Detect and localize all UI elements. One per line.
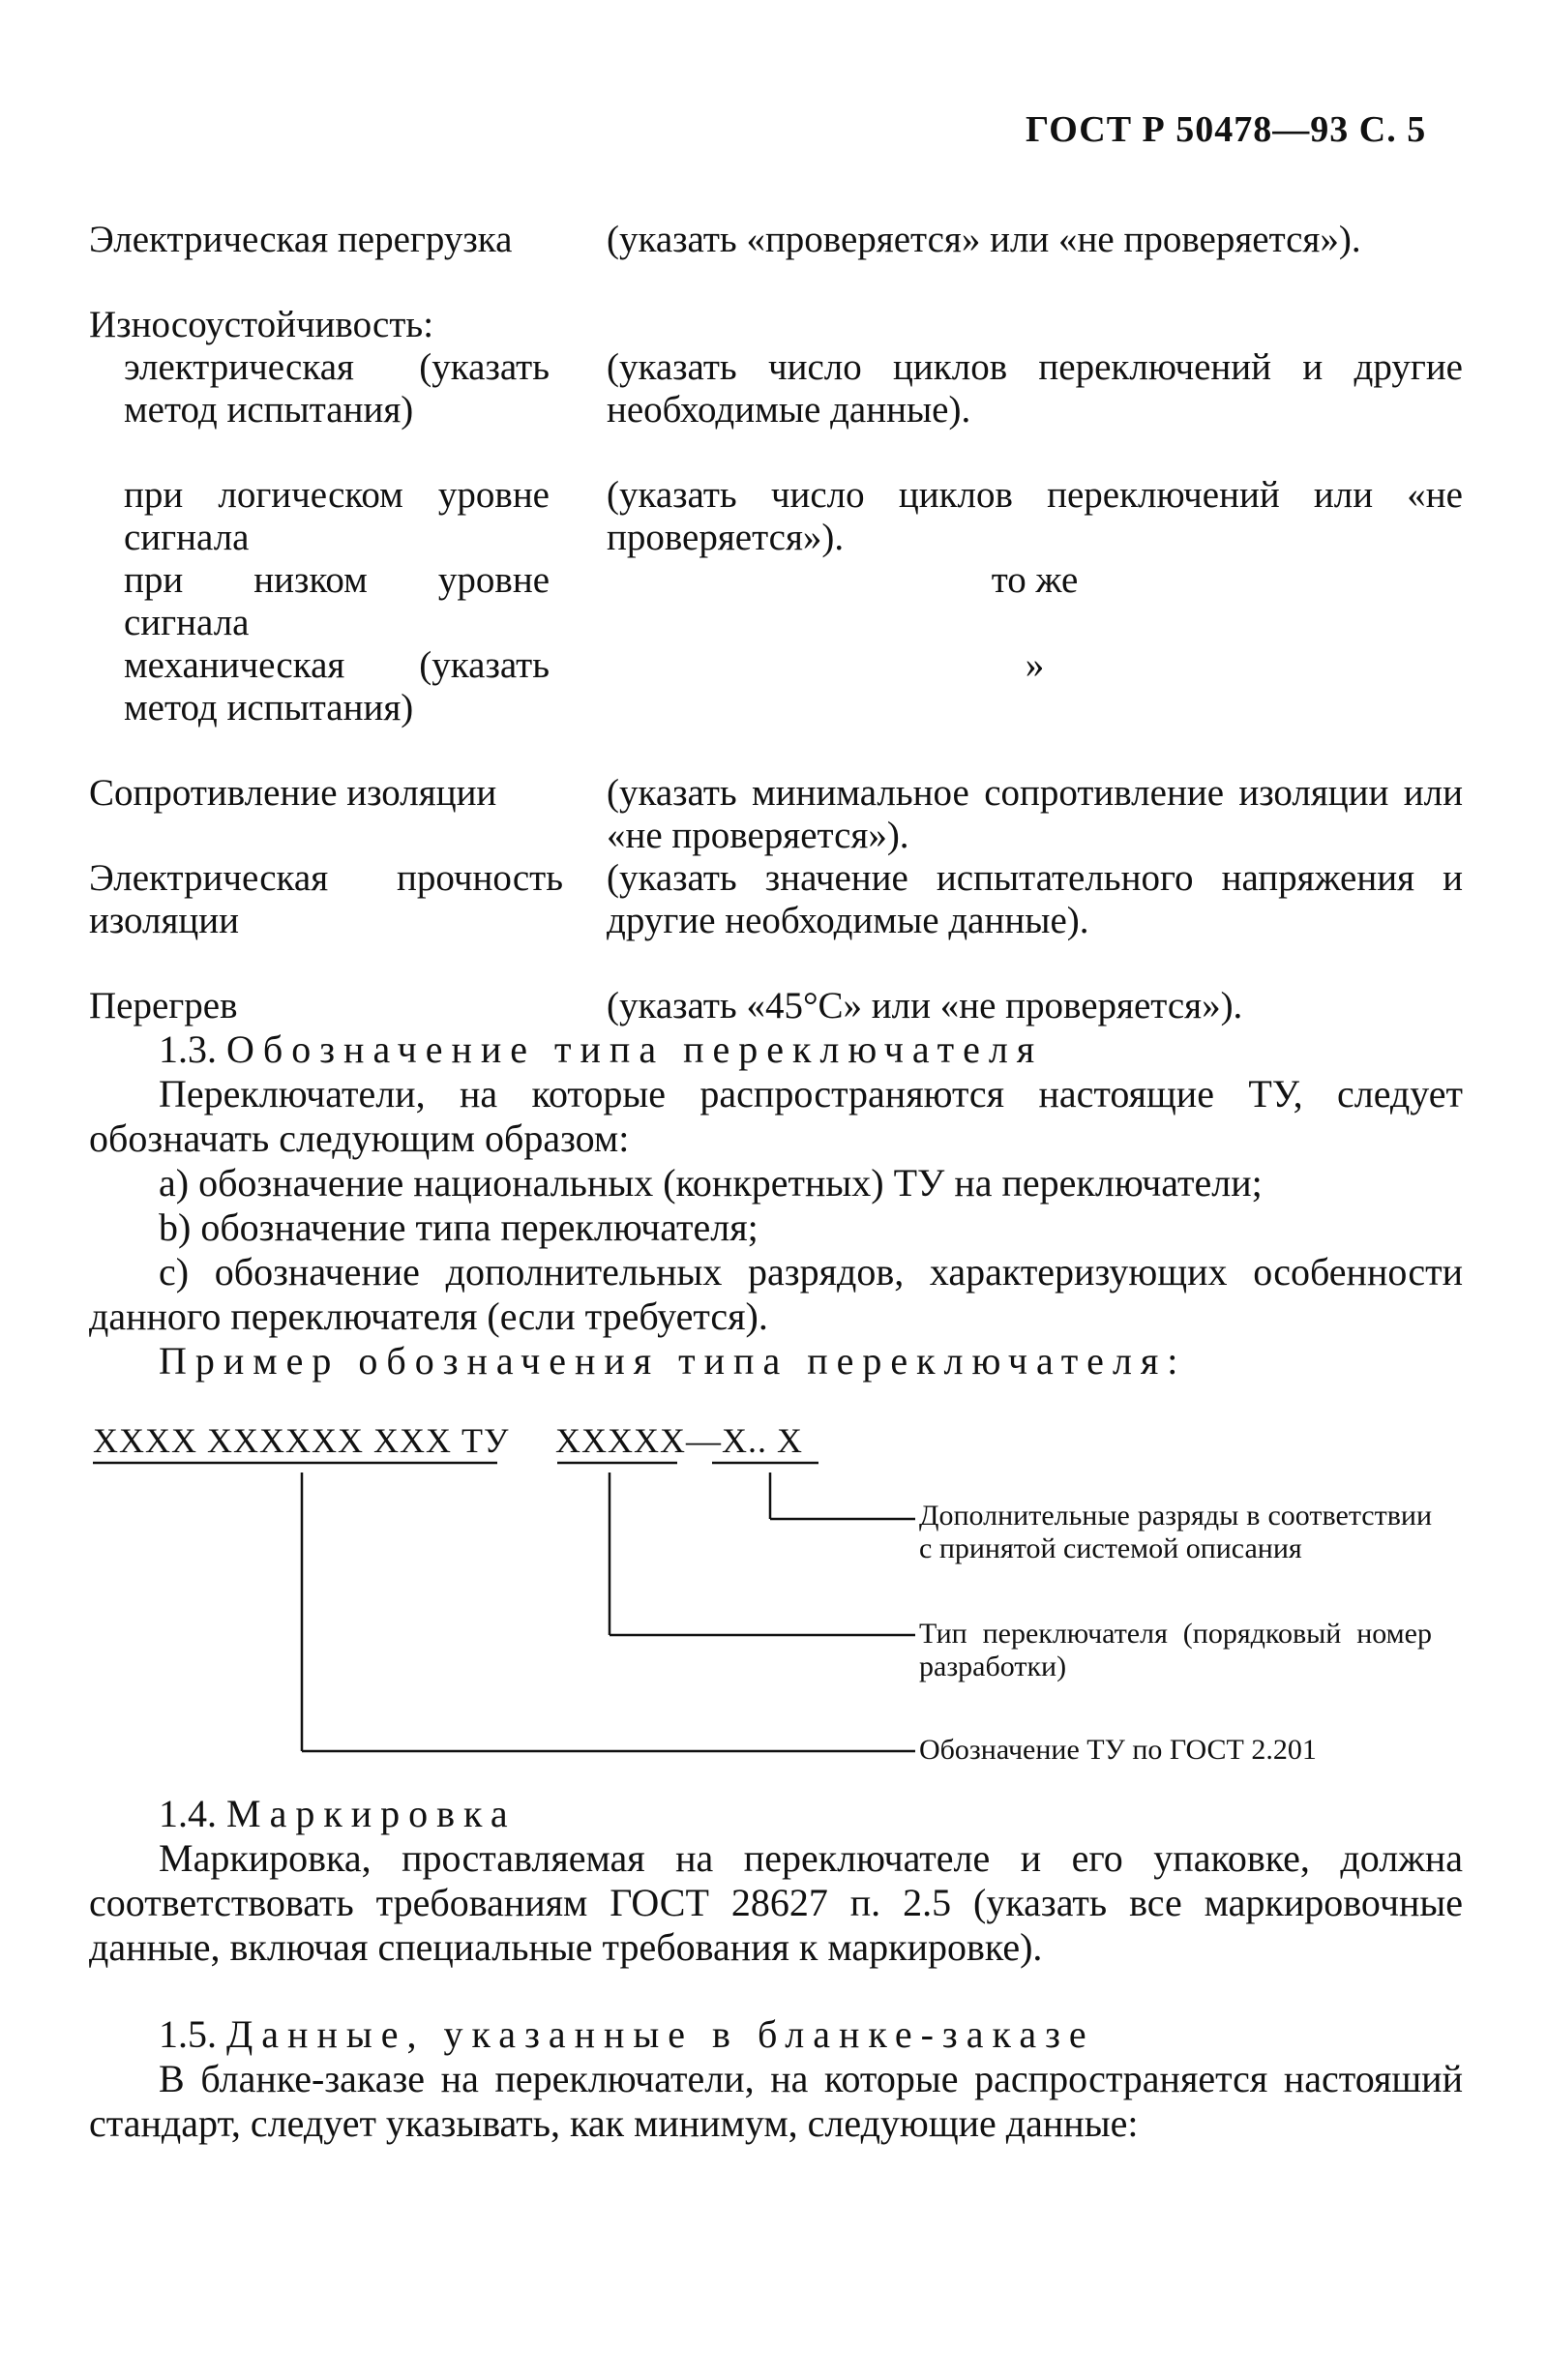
- spec-row-label: механическая (указать метод испытания): [124, 644, 550, 729]
- spec-row-label: при логическом уровне сигнала: [124, 474, 550, 558]
- list-item: а) обозначение национальных (конкретных) ТУ на переключатели;: [159, 1161, 1263, 1205]
- spec-row-value: (указать число циклов переключений или «не проверяется»).: [607, 474, 1463, 558]
- spec-row-label: Перегрев: [89, 985, 238, 1026]
- spec-row-label: Электрическая прочность изоляции: [89, 857, 563, 941]
- spec-row-value: (указать минимальное сопротивление изоляции или «не проверяется»).: [607, 772, 1463, 856]
- spec-row-value: »: [1025, 644, 1045, 686]
- spec-row-label: при низком уровне сигнала: [124, 559, 550, 643]
- spec-row-label: Электрическая перегрузка: [89, 219, 513, 260]
- diagram-label-extra-digits: Дополнительные разряды в соответствии с принятой системой описания: [919, 1500, 1432, 1564]
- spec-row-value: то же: [991, 559, 1079, 601]
- paragraph-text: В бланке-заказе на переключатели, на которые распространяется настояший стандарт, следует указывать, как минимум, следующие данные:: [89, 2057, 1463, 2145]
- list-item: с) обозначение дополнительных разрядов, характеризующих особенности данного переключателя (если требуется).: [89, 1250, 1463, 1338]
- page-header: ГОСТ Р 50478—93 С. 5: [1026, 109, 1427, 150]
- section-number: 1.5.: [159, 2012, 217, 2056]
- section-number: 1.3.: [159, 1027, 217, 1071]
- section-title: Обозначение типа переключателя: [226, 1027, 1044, 1071]
- diagram-label-switch-type: Тип переключателя (порядковый номер разработки): [919, 1618, 1432, 1682]
- section-number: 1.4.: [159, 1792, 217, 1835]
- spec-row-value: (указать значение испытательного напряжения и другие необходимые данные).: [607, 857, 1463, 941]
- spec-row-label: Износоустойчивость:: [89, 304, 434, 345]
- list-item: b) обозначение типа переключателя;: [159, 1205, 759, 1249]
- spec-row-label: электрическая (указать метод испытания): [124, 346, 550, 431]
- paragraph-text: Переключатели, на которые распространяются настоящие ТУ, следует обозначать следующим образом:: [89, 1072, 1463, 1160]
- diagram-label-tu-designation: Обозначение ТУ по ГОСТ 2.201: [919, 1734, 1317, 1766]
- paragraph-text: Маркировка, проставляемая на переключателе и его упаковке, должна соответствовать требованиям ГОСТ 28627 п. 2.5 (указать все маркировочные данные, включая специальные требования к маркировке).: [89, 1836, 1463, 1969]
- section-heading: [159, 2012, 1095, 2057]
- paragraph: [89, 1836, 1463, 1970]
- spec-row-value: (указать число циклов переключений и другие необходимые данные).: [607, 346, 1463, 431]
- spec-row-value: (указать «45°С» или «не проверяется»).: [607, 985, 1243, 1026]
- section-title: Данные, указанные в бланке-заказе: [226, 2012, 1095, 2056]
- section-heading: [159, 1792, 517, 1836]
- paragraph: [89, 2057, 1463, 2146]
- designation-code-right: XXXXX—X.. X: [555, 1421, 803, 1460]
- designation-code-left: XXXX XXXXXX XXX ТУ: [93, 1421, 510, 1460]
- example-caption: Пример обозначения типа переключателя:: [159, 1339, 1187, 1383]
- spec-row-value: (указать «проверяется» или «не проверяется»).: [607, 219, 1361, 260]
- section-title: Маркировка: [226, 1792, 517, 1835]
- spec-row-label: Сопротивление изоляции: [89, 772, 497, 814]
